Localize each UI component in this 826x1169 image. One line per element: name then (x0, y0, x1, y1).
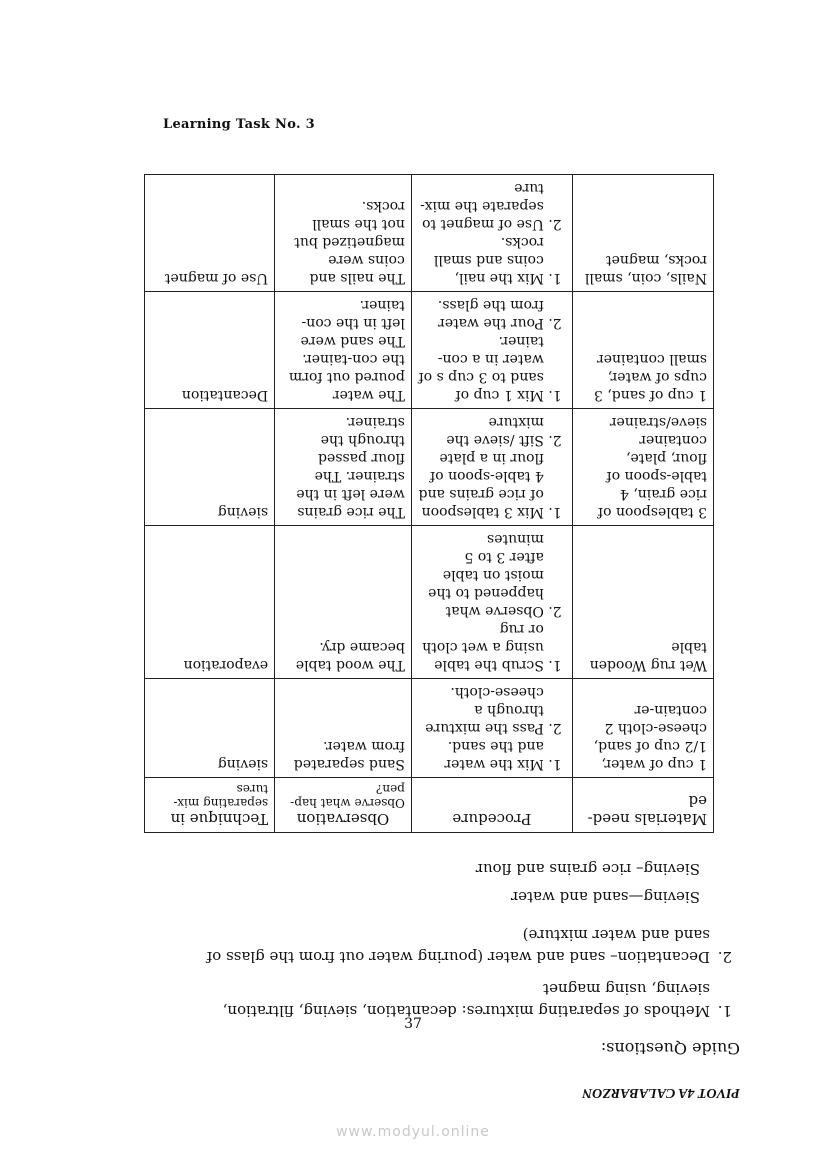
cell-materials: 1 cup of sand, 3 cups of water, small container (572, 292, 713, 409)
cell-technique: Use of magnet (145, 175, 275, 292)
table-header-row (145, 778, 714, 833)
guide-question-2 (172, 924, 732, 968)
header-technique (145, 778, 275, 833)
procedure-step: 2. Pass the mixture through a cheese-cloth. (418, 683, 544, 737)
cell-technique: evaporation (145, 526, 275, 679)
cell-technique: sieving (145, 409, 275, 526)
header-procedure-text: Procedure (452, 810, 532, 828)
page-heading: Learning Task No. 3 (163, 117, 315, 132)
procedure-step: 2. Observe what happened to the moist on table after 3 to 5 minutes (418, 530, 544, 620)
question-text: Decantation– sand and water (pouring water out from the glass of (206, 948, 710, 966)
question-text: Methods of separating mixtures: decantation, sieving, filtration, (222, 1002, 710, 1020)
cell-procedure (411, 679, 572, 778)
footer-brand: PIVOT 4A CALABARZON (582, 1085, 740, 1100)
table-row (145, 526, 714, 679)
cell-observation: Sand separated from water. (275, 679, 412, 778)
header-technique-title: Technique in (170, 810, 269, 828)
learning-task-table (144, 174, 714, 833)
table-row (145, 679, 714, 778)
header-materials: Materials need-ed (572, 778, 713, 833)
header-technique-sub: separating mix-tures (173, 782, 269, 810)
cell-technique: sieving (145, 679, 275, 778)
cell-observation: The nails and coins were magnetized but not the small rocks. (275, 175, 412, 292)
question-text-cont: sand and water mixture) (522, 926, 710, 944)
question-text-cont: sieving, using magnet (543, 980, 710, 998)
cell-procedure (411, 175, 572, 292)
table-row (145, 409, 714, 526)
cell-materials: Wet rug Wooden table (572, 526, 713, 679)
cell-observation: The water poured out form the con-tainer. The sand were left in the con-tainer. (275, 292, 412, 409)
procedure-step: 2. Pour the water from the glass. (418, 296, 544, 332)
procedure-step: 1. Mix the nail, coins and small rocks. (418, 233, 544, 287)
cell-observation: The rice grains were left in the strainer. The flour passed through the strainer. (275, 409, 412, 526)
cell-observation: The wood table became dry. (275, 526, 412, 679)
rotated-content (140, 145, 740, 1100)
watermark: www.modyul.online (336, 1124, 490, 1140)
cell-materials: 3 tablespoon of rice grain, 4 table-spoon of flour, plate, container sieve/strainer (572, 409, 713, 526)
cell-procedure (411, 409, 572, 526)
table-row (145, 175, 714, 292)
cell-procedure (411, 292, 572, 409)
procedure-step: 1. Scrub the table using a wet cloth or rug (418, 620, 544, 674)
table-row (145, 292, 714, 409)
procedure-step: 1. Mix 1 cup of sand to 3 cup s of water in a con-tainer. (418, 332, 544, 404)
header-observation (275, 778, 412, 833)
question-number: 1. (717, 1002, 732, 1020)
answer-item-sieving-rice: Sieving– rice grains and flour (475, 860, 700, 878)
procedure-step: 1. Mix the water and the sand. (418, 737, 544, 773)
question-number: 2. (717, 948, 732, 966)
procedure-step: 2. Sift /sieve the mixture (418, 413, 544, 449)
cell-technique: Decantation (145, 292, 275, 409)
cell-materials: 1 cup of water, 1/2 cup of sand, cheese-cloth 2 contain-er (572, 679, 713, 778)
procedure-step: 2. Use of magnet to separate the mix-ture (418, 179, 544, 233)
answer-item-sieving-sand: Sieving—sand and water (511, 888, 700, 906)
header-observation-sub: Observe what hap-pen? (290, 782, 405, 810)
guide-questions-title: Guide Questions: (600, 1039, 740, 1058)
procedure-step: 1. Mix 3 tablespoon of rice grains and 4 table-spoon of flour in a plate (418, 449, 544, 521)
page-number: 37 (404, 1016, 422, 1032)
header-observation-title: Observation (296, 810, 390, 828)
cell-materials: Nails, coin, small rocks, magnet (572, 175, 713, 292)
header-procedure (411, 778, 572, 833)
cell-procedure (411, 526, 572, 679)
